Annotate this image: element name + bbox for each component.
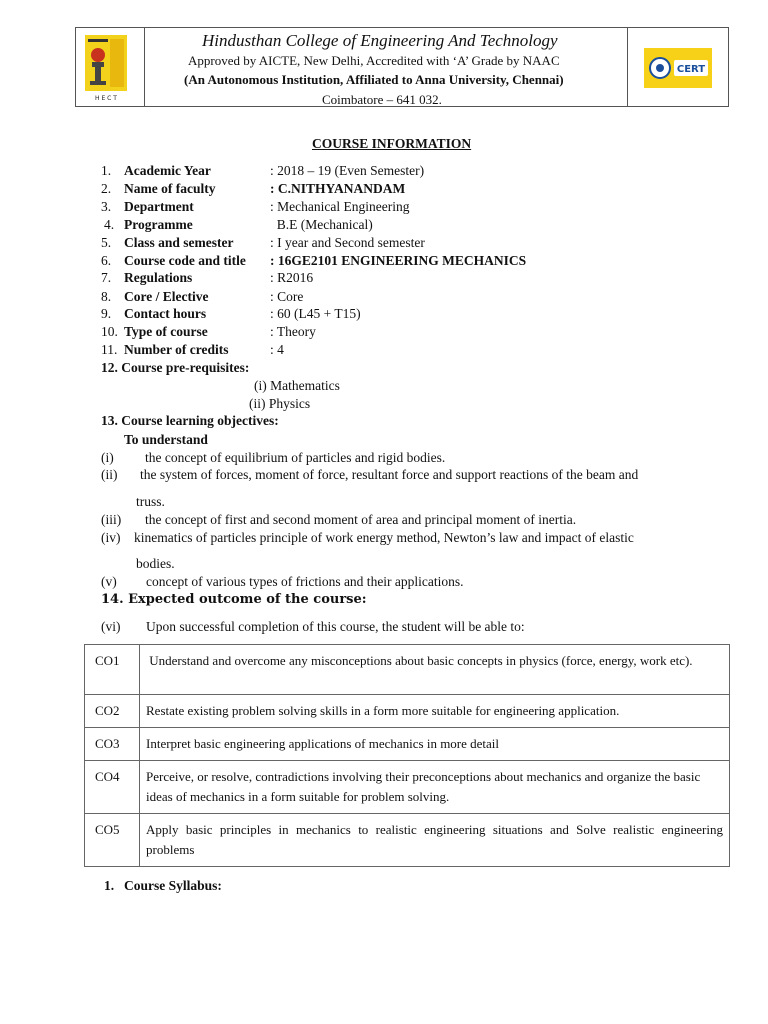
- info-row-value: : 60 (L45 + T15): [270, 306, 361, 321]
- info-row-value: : Theory: [270, 324, 316, 339]
- info-row-value: : Mechanical Engineering: [270, 199, 410, 214]
- co-text: Perceive, or resolve, contradictions involving their preconceptions about mechanics and organize the basic ideas of mechanics in a form suitable for problem solving.: [140, 761, 730, 814]
- info-row-label: Course code and title: [124, 253, 246, 268]
- objective-text: the system of forces, moment of force, resultant force and support reactions of the beam and: [140, 467, 639, 482]
- info-row-label: Department: [124, 199, 194, 214]
- info-row-num: 11.: [101, 342, 118, 357]
- table-row: [85, 814, 730, 867]
- info-row-label: Core / Elective: [124, 289, 209, 304]
- course-outcomes-table: [84, 644, 730, 867]
- svg-text:CERT: CERT: [676, 64, 706, 75]
- info-row-num: 7.: [101, 270, 112, 285]
- info-row-num: 2.: [101, 181, 112, 196]
- letterhead-divider: [627, 28, 628, 106]
- info-row-label: Type of course: [124, 324, 208, 339]
- co-id: CO4: [85, 761, 140, 814]
- outcome-intro: Upon successful completion of this course, the student will be able to:: [146, 619, 525, 634]
- info-row-value: : Core: [270, 289, 304, 304]
- objective-text: kinematics of particles principle of work energy method, Newton’s law and impact of elastic: [134, 530, 634, 545]
- cert-logo-icon: [644, 48, 712, 88]
- co-text: Apply basic principles in mechanics to realistic engineering situations and Solve realistic engineering problems: [140, 814, 730, 867]
- table-row: [85, 728, 730, 761]
- info-row-label: Name of faculty: [124, 181, 216, 196]
- co-id: CO2: [85, 695, 140, 728]
- info-row-label: Regulations: [124, 270, 193, 285]
- syllabus-num: 1.: [104, 878, 115, 893]
- objective-num: (i): [101, 450, 114, 465]
- info-row-value: : R2016: [270, 270, 314, 285]
- info-row-label: Contact hours: [124, 306, 207, 321]
- info-row-num: 10.: [101, 324, 118, 339]
- info-row-num: 6.: [101, 253, 112, 268]
- info-row-label: Number of credits: [124, 342, 229, 357]
- college-name: Hindusthan College of Engineering And Technology: [202, 31, 558, 50]
- info-row-label: Class and semester: [124, 235, 234, 250]
- info-row-value: : 16GE2101 ENGINEERING MECHANICS: [270, 253, 527, 268]
- objective-text: the concept of equilibrium of particles and rigid bodies.: [145, 450, 446, 465]
- prereq-item: (i) Mathematics: [254, 378, 340, 393]
- co-text: Interpret basic engineering applications of mechanics in more detail: [140, 728, 730, 761]
- info-row-value: : C.NITHYANANDAM: [270, 181, 406, 196]
- info-row-num: 5.: [101, 235, 112, 250]
- table-row: [85, 695, 730, 728]
- objective-num: (iii): [101, 512, 122, 527]
- institution-status: (An Autonomous Institution, Affiliated to Anna University, Chennai): [184, 72, 564, 87]
- info-row-num: 4.: [104, 217, 115, 232]
- co-id: CO1: [85, 645, 140, 695]
- objective-text-cont: bodies.: [136, 556, 175, 571]
- objective-text-cont: truss.: [136, 494, 165, 509]
- info-row-label: Programme: [124, 217, 193, 232]
- objectives-subheading: To understand: [124, 432, 208, 447]
- table-row: [85, 761, 730, 814]
- objective-text: concept of various types of frictions and their applications.: [146, 574, 464, 589]
- co-id: CO5: [85, 814, 140, 867]
- co-text: Understand and overcome any misconceptions about basic concepts in physics (force, energy, work etc).: [140, 645, 730, 695]
- info-row-value: : I year and Second semester: [270, 235, 425, 250]
- info-row-num: 3.: [101, 199, 112, 214]
- prereq-heading: 12. Course pre-requisites:: [101, 360, 250, 375]
- outcome-intro-num: (vi): [101, 619, 121, 634]
- info-row-value: : 2018 – 19 (Even Semester): [270, 163, 425, 178]
- syllabus-heading: Course Syllabus:: [124, 878, 222, 893]
- info-row-num: 9.: [101, 306, 112, 321]
- objective-text: the concept of first and second moment of area and principal moment of inertia.: [145, 512, 577, 527]
- info-row-value: B.E (Mechanical): [270, 217, 373, 232]
- letterhead-divider: [144, 28, 145, 106]
- info-row-num: 1.: [101, 163, 112, 178]
- page-title: COURSE INFORMATION: [312, 136, 472, 151]
- approval-line: Approved by AICTE, New Delhi, Accredited with ‘A’ Grade by NAAC: [188, 53, 560, 68]
- info-row-label: Academic Year: [124, 163, 211, 178]
- table-row: [85, 645, 730, 695]
- outcome-heading: 14. Expected outcome of the course:: [101, 592, 367, 607]
- co-text: Restate existing problem solving skills in a form more suitable for engineering application.: [140, 695, 730, 728]
- college-logo-icon: [82, 31, 130, 103]
- objective-num: (v): [101, 574, 117, 589]
- address-line: Coimbatore – 641 032.: [322, 92, 442, 107]
- objective-num: (iv): [101, 530, 121, 545]
- info-row-num: 8.: [101, 289, 112, 304]
- svg-text:H E C T: H E C T: [95, 95, 117, 102]
- prereq-item: (ii) Physics: [249, 396, 311, 411]
- objectives-heading: 13. Course learning objectives:: [101, 413, 279, 428]
- co-id: CO3: [85, 728, 140, 761]
- objective-num: (ii): [101, 467, 118, 482]
- info-row-value: : 4: [270, 342, 284, 357]
